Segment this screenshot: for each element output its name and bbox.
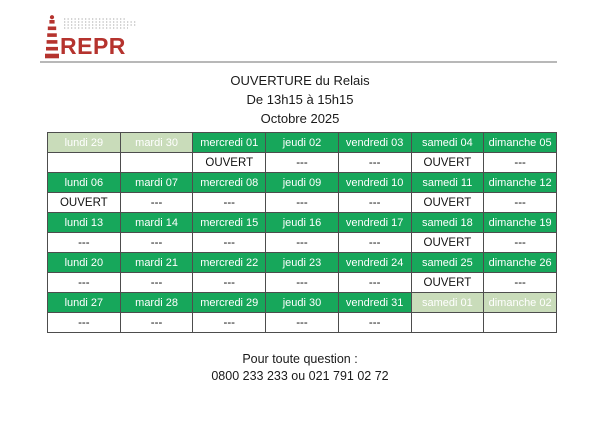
- status-cell: ---: [338, 273, 411, 293]
- status-cell: ---: [484, 193, 557, 213]
- status-cell: ---: [484, 153, 557, 173]
- footer-phone-numbers: 0800 233 233 ou 021 791 02 72: [211, 369, 389, 383]
- status-cell: OUVERT: [411, 153, 484, 173]
- header-divider: [40, 61, 557, 63]
- week-4-status-row: [48, 273, 557, 293]
- day-header-cell: mardi 21: [120, 253, 193, 273]
- day-header-cell: jeudi 30: [266, 293, 339, 313]
- status-cell: OUVERT: [411, 193, 484, 213]
- logo: [42, 14, 222, 62]
- status-cell: ---: [120, 313, 193, 333]
- day-header-cell: samedi 25: [411, 253, 484, 273]
- day-header-cell: mercredi 15: [193, 213, 266, 233]
- status-cell: ---: [193, 313, 266, 333]
- week-2-status-row: [48, 193, 557, 213]
- day-header-cell: mardi 14: [120, 213, 193, 233]
- status-cell: ---: [266, 153, 339, 173]
- day-header-cell: jeudi 02: [266, 133, 339, 153]
- week-2-day-row: [48, 173, 557, 193]
- status-cell: ---: [120, 233, 193, 253]
- day-header-cell: vendredi 17: [338, 213, 411, 233]
- day-header-cell: jeudi 23: [266, 253, 339, 273]
- status-cell: [411, 313, 484, 333]
- status-cell: ---: [193, 193, 266, 213]
- page-title-block: [0, 71, 600, 128]
- week-5-day-row: [48, 293, 557, 313]
- day-header-cell: jeudi 09: [266, 173, 339, 193]
- footer-question-label: Pour toute question :: [242, 352, 358, 366]
- title-opening: OUVERTURE du Relais: [230, 73, 370, 88]
- day-header-cell: lundi 06: [48, 173, 121, 193]
- status-cell: ---: [338, 313, 411, 333]
- status-cell: ---: [484, 233, 557, 253]
- status-cell: [48, 153, 121, 173]
- status-cell: OUVERT: [411, 233, 484, 253]
- day-header-cell: lundi 27: [48, 293, 121, 313]
- day-header-cell: mercredi 29: [193, 293, 266, 313]
- day-header-cell: lundi 20: [48, 253, 121, 273]
- week-1-status-row: [48, 153, 557, 173]
- day-header-cell: dimanche 05: [484, 133, 557, 153]
- day-header-cell: mardi 30: [120, 133, 193, 153]
- title-hours: De 13h15 à 15h15: [246, 92, 354, 107]
- week-1-day-row: [48, 133, 557, 153]
- week-3-status-row: [48, 233, 557, 253]
- day-header-cell: vendredi 31: [338, 293, 411, 313]
- day-header-cell: mardi 07: [120, 173, 193, 193]
- status-cell: OUVERT: [193, 153, 266, 173]
- day-header-cell: mercredi 01: [193, 133, 266, 153]
- week-5-status-row: [48, 313, 557, 333]
- day-header-cell: samedi 18: [411, 213, 484, 233]
- status-cell: ---: [484, 273, 557, 293]
- status-cell: ---: [120, 273, 193, 293]
- status-cell: ---: [48, 233, 121, 253]
- status-cell: [484, 313, 557, 333]
- week-3-day-row: [48, 213, 557, 233]
- status-cell: OUVERT: [48, 193, 121, 213]
- day-header-cell: lundi 13: [48, 213, 121, 233]
- footer: [0, 351, 600, 385]
- title-month: Octobre 2025: [260, 111, 340, 126]
- status-cell: ---: [48, 273, 121, 293]
- status-cell: ---: [266, 273, 339, 293]
- status-cell: OUVERT: [411, 273, 484, 293]
- day-header-cell: samedi 04: [411, 133, 484, 153]
- day-header-cell: vendredi 10: [338, 173, 411, 193]
- day-header-cell: jeudi 16: [266, 213, 339, 233]
- status-cell: ---: [338, 233, 411, 253]
- logo-text: REPR: [60, 33, 126, 59]
- week-4-day-row: [48, 253, 557, 273]
- status-cell: ---: [266, 233, 339, 253]
- day-header-cell: mercredi 22: [193, 253, 266, 273]
- status-cell: ---: [338, 193, 411, 213]
- status-cell: ---: [266, 193, 339, 213]
- day-header-cell: dimanche 02: [484, 293, 557, 313]
- day-header-cell: vendredi 03: [338, 133, 411, 153]
- day-header-cell: mardi 28: [120, 293, 193, 313]
- day-header-cell: samedi 11: [411, 173, 484, 193]
- status-cell: [120, 153, 193, 173]
- day-header-cell: dimanche 12: [484, 173, 557, 193]
- day-header-cell: samedi 01: [411, 293, 484, 313]
- day-header-cell: vendredi 24: [338, 253, 411, 273]
- status-cell: ---: [193, 273, 266, 293]
- status-cell: ---: [48, 313, 121, 333]
- day-header-cell: lundi 29: [48, 133, 121, 153]
- day-header-cell: dimanche 19: [484, 213, 557, 233]
- status-cell: ---: [193, 233, 266, 253]
- day-header-cell: mercredi 08: [193, 173, 266, 193]
- status-cell: ---: [338, 153, 411, 173]
- status-cell: ---: [120, 193, 193, 213]
- status-cell: ---: [266, 313, 339, 333]
- day-header-cell: dimanche 26: [484, 253, 557, 273]
- calendar-table: [47, 132, 557, 333]
